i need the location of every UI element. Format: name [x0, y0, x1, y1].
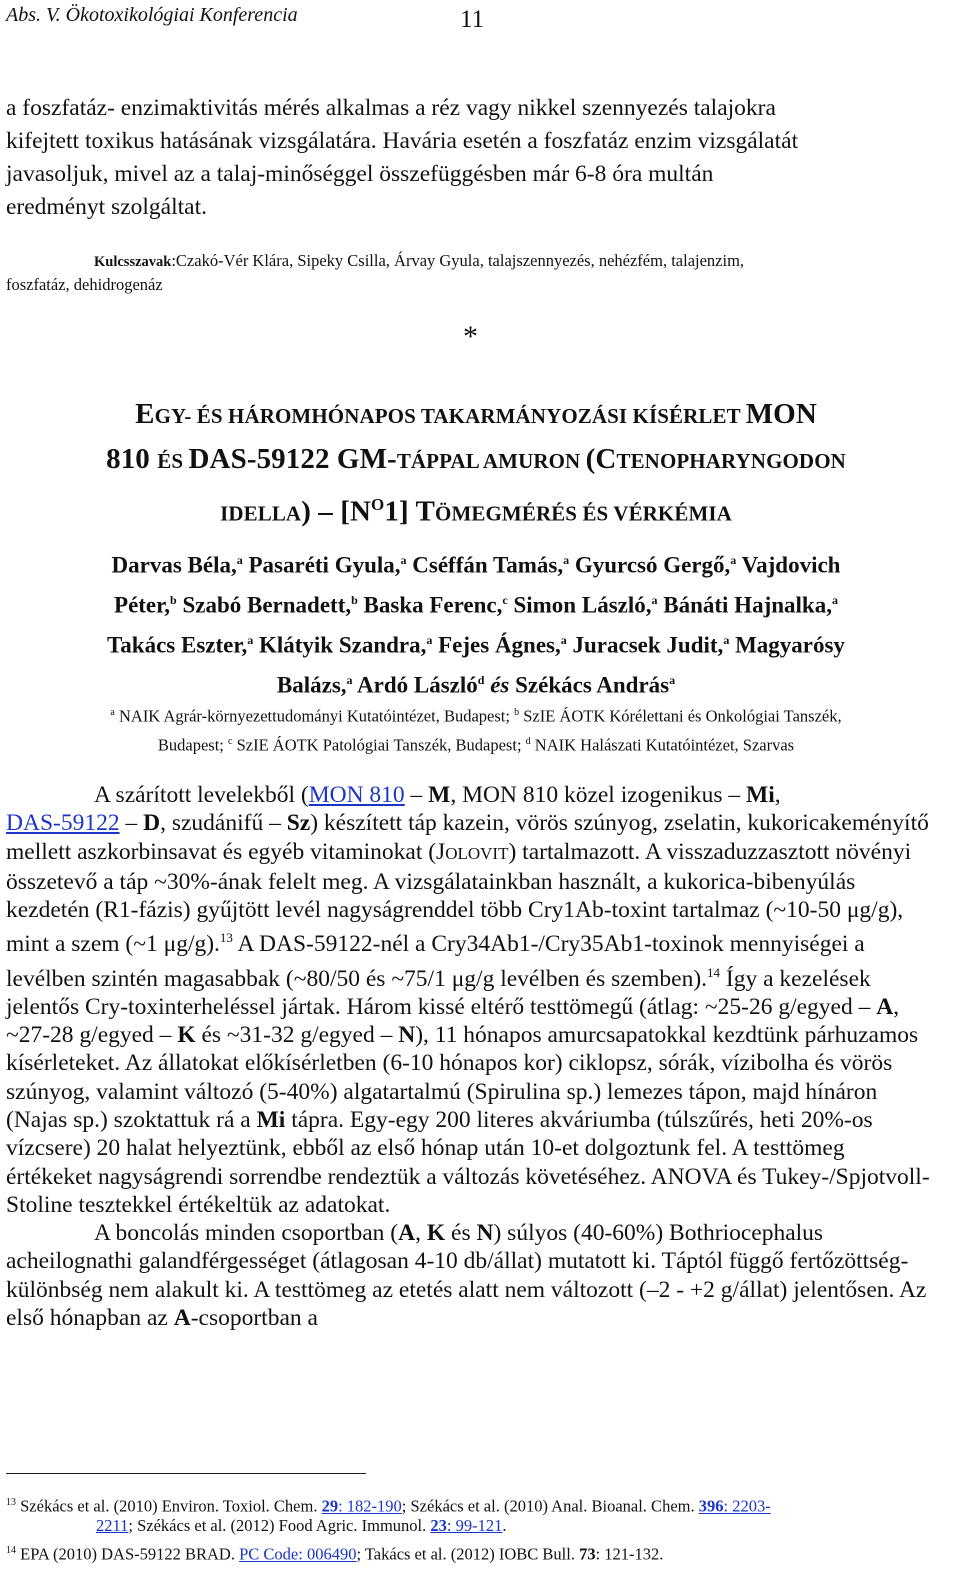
footnote-number: 14 [6, 1545, 16, 1556]
author-line [20, 623, 932, 663]
body-text: – [119, 810, 144, 837]
paragraph [6, 1219, 936, 1332]
author-name: Ardó László [352, 673, 478, 699]
author-name: Takács Eszter, [107, 632, 248, 658]
body-text: ) készített táp kazein, vörös szúnyog, zselatin, kukoricakeményítő mellett aszkorbinsavat és egyéb vitaminokat (J [6, 810, 929, 865]
intro-line: a foszfatáz- enzimaktivitás mérés alkalmas a réz vagy nikkel szennyezés talajokra [6, 95, 776, 121]
author-name: Fejes Ágnes, [432, 632, 561, 658]
author-name: Pasaréti Gyula, [242, 552, 401, 578]
group-code: Mi [256, 1106, 286, 1133]
group-code: N [476, 1220, 494, 1247]
title-text: MON [745, 398, 817, 430]
affiliation-text: SzIE ÁOTK Kórélettani és Onkológiai Tanszék, [519, 706, 842, 726]
author-line [20, 663, 932, 703]
title-text: ÉS [157, 449, 189, 473]
affiliation-text: NAIK Halászati Kutatóintézet, Szarvas [530, 735, 795, 754]
body-text: és [445, 1220, 477, 1247]
author-name: Gyurcsó Gergő, [569, 552, 731, 578]
author-name: Darvas Béla, [111, 552, 237, 578]
affiliation-mark: a [730, 553, 737, 567]
author-name: Simon László, [507, 592, 652, 618]
group-code: M [428, 782, 451, 808]
group-code: K [426, 1220, 446, 1247]
affiliation-mark: a [346, 673, 353, 688]
group-code: Mi [746, 782, 775, 808]
body-text: tápra. Egy-egy 200 literes akváriumba (túlszűrés, heti 20%-os vízcsere) 20 halat helyeztünk, ebből az első hónap után 10-et dolgoztunk fel. A testtömeg értékeket nagyságrendi sorrendbe rendeztük a változás követéséhez. ANOVA és Tukey-/Spjotvoll-Stoline tesztekkel értékeltük az adatokat. [6, 1106, 930, 1218]
affiliation-mark: a [426, 633, 433, 648]
volume-number: 73 [579, 1544, 596, 1564]
body-text: A DAS-59122-nél a Cry34Ab1-/Cry35Ab1-toxinok mennyiségei a levélben szintén magasabbak (~80/50 és ~75/1 μg/g levélben és szemben). [6, 931, 865, 992]
body-text: , [774, 782, 781, 808]
affiliation-mark: a [400, 553, 407, 567]
mon810-link[interactable]: MON 810 [308, 782, 405, 808]
author-name: Juracsek Judit, [566, 632, 724, 658]
affiliation-mark: b [514, 707, 520, 718]
author-name: Péter, [114, 592, 170, 618]
footnote-ref: 14 [707, 964, 721, 980]
citation-link[interactable]: 396 [698, 1496, 724, 1516]
group-code: N [398, 1022, 416, 1049]
footnote-divider [6, 1473, 366, 1474]
affiliation-text: SzIE ÁOTK Patológiai Tanszék, Budapest; [232, 735, 526, 754]
citation-link[interactable]: : 2203- [723, 1496, 771, 1516]
title-superscript: O [371, 495, 385, 514]
affiliation-mark: d [477, 673, 485, 688]
affiliation-text: NAIK Agrár-környezettudományi Kutatóintézet, Budapest; [114, 706, 515, 726]
citation-link[interactable]: : 182-190 [338, 1496, 402, 1516]
footnote-text: ; Székács et al. (2010) Anal. Bioanal. Chem. [401, 1496, 699, 1516]
affiliation-line [20, 729, 932, 758]
group-code: A [876, 993, 894, 1020]
title-text: GY- ÉS HÁROMHÓNAPOS TAKARMÁNYOZÁSI KÍSÉRLET [154, 404, 746, 428]
body-text: , MON 810 közel izogenikus – [450, 782, 747, 808]
footnote-text: : 121-132. [595, 1544, 664, 1564]
body-text: Így a kezelések jelentős Cry-toxinterheléssel jártak. Három kissé eltérő testtömegű (átlag: ~25-26 g/egyed – [6, 965, 877, 1020]
author-name: Székács András [509, 673, 670, 699]
author-line [20, 543, 932, 583]
affiliation-mark: b [170, 593, 177, 608]
author-name: Klátyik Szandra, [253, 632, 427, 658]
citation-link[interactable]: 23 [430, 1516, 447, 1535]
affiliation-text: Budapest; [157, 735, 228, 754]
group-code: Sz [286, 810, 311, 837]
affiliation-mark: c [228, 735, 233, 747]
group-code: D [143, 810, 161, 837]
body-text: és ~31-32 g/egyed – [195, 1022, 399, 1049]
body-text: , [415, 1220, 427, 1247]
author-name: Vajdovich [736, 552, 841, 578]
citation-link[interactable]: 2211 [96, 1516, 129, 1535]
product-name: OLOVIT [445, 843, 509, 863]
author-name: Baska Ferenc, [357, 592, 503, 618]
title-text: TÁPPAL AMURON [396, 449, 586, 473]
title-text: E [135, 398, 155, 430]
author-name: Magyarósy [729, 632, 845, 658]
author-name: Bánáti Hajnalka, [657, 592, 832, 618]
title-text: ) – [N [301, 495, 372, 528]
section-separator: * [463, 320, 478, 353]
affiliation-mark: a [247, 633, 254, 648]
intro-line: kifejtett toxikus hatásának vizsgálatára. Havária esetén a foszfatáz enzim vizsgálatát [6, 128, 799, 154]
keywords-label: Kulcsszavak [94, 254, 172, 270]
affiliation-mark: a [723, 633, 730, 648]
title-text: 810 [106, 443, 158, 475]
body-text: – [404, 782, 429, 808]
title-line [20, 438, 932, 483]
body-text: , szudánifű – [160, 810, 287, 837]
das59122-link[interactable]: DAS-59122 [6, 810, 120, 837]
title-line [20, 393, 932, 438]
title-text: (C [585, 443, 617, 475]
page-number: 11 [460, 6, 485, 33]
citation-link[interactable]: 29 [321, 1496, 339, 1516]
affiliations [20, 700, 932, 757]
title-text: 1] T [384, 495, 436, 528]
keywords-line: foszfatáz, dehidrogenáz [6, 275, 163, 294]
article-title [20, 393, 932, 536]
affiliation-mark: d [525, 735, 531, 747]
body-text: ), 11 hónapos amurcsapatokkal kezdtünk párhuzamos kísérleteket. Az állatokat előkísérletben (6-10 hónapos kor) ciklopsz, sórák, vízibolha és vörös szúnyog, valamint változó (5-40%) algatartalmú (Spirulina sp.) lemezes tápon, majd hínáron (Najas sp.) szoktattuk rá a [6, 1022, 919, 1133]
affiliation-mark: a [651, 593, 658, 608]
affiliation-mark: b [351, 593, 358, 608]
author-name: Szabó Bernadett, [176, 592, 352, 618]
footnote-14 [6, 1539, 936, 1566]
group-code: A [398, 1220, 416, 1247]
title-line [20, 483, 932, 536]
affiliation-mark: c [502, 593, 508, 608]
group-code: A [173, 1305, 191, 1331]
keywords-text: :Czakó-Vér Klára, Sipeky Csilla, Árvay Gyula, talajszennyezés, nehézfém, talajenzim, [171, 251, 745, 270]
affiliation-mark: a [831, 593, 838, 608]
affiliation-mark: a [563, 553, 570, 567]
paragraph [6, 781, 936, 809]
citation-link[interactable]: PC Code: 006490 [239, 1544, 357, 1564]
title-text: TENOPHARYNGODON [616, 449, 846, 473]
group-code: K [177, 1022, 196, 1049]
citation-link[interactable]: : 99-121 [446, 1516, 503, 1535]
intro-line: javasoljuk, mivel az a talaj-minőséggel összefüggésben már 6-8 óra multán [6, 161, 714, 187]
body-text: A szárított levelekből ( [94, 782, 309, 808]
conjunction: és [484, 673, 510, 699]
author-name: Balázs, [276, 673, 347, 699]
footnote-text: EPA (2010) DAS-59122 BRAD. [16, 1544, 240, 1564]
body-text: A boncolás minden csoportban ( [94, 1220, 399, 1247]
affiliation-line [20, 700, 932, 729]
intro-line: eredményt szolgáltat. [6, 194, 207, 220]
author-name: Cséffán Tamás, [406, 552, 564, 578]
affiliation-mark: a [110, 707, 115, 718]
title-text: IDELLA [220, 501, 302, 526]
paragraph [6, 809, 936, 1219]
affiliation-mark: a [560, 633, 567, 648]
footnote-text: Székács et al. (2010) Environ. Toxiol. Chem. [16, 1496, 322, 1516]
article-body [6, 781, 936, 1332]
author-line [20, 583, 932, 623]
title-text: DAS-59122 GM- [188, 443, 397, 475]
body-text: ) súlyos (40-60%) Bothriocephalus acheilognathi galandférgességet (átlagosan 4-10 db/állat) mutatott ki. Táptól függő fertőzöttség-különbség nem alakult ki. A testtömeg az etetés alatt nem változott (–2 - +2 g/állat) jelentősen. Az első hónapban az [6, 1220, 927, 1331]
title-text: ÖMEGMÉRÉS ÉS VÉRKÉMIA [435, 501, 732, 526]
body-text: ) tartalmazott. A visszaduzzasztott növényi összetevő a táp ~30%-ának felelt meg. A vizsgálatainkban használt, a kukorica-bibenyúlás kezdetén (R1-fázis) gyűjtött levél nagyságrenddel több Cry1Ab-toxint tartalmaz (~10-50 μg/g), mint a szem (~1 μg/g). [6, 838, 912, 958]
body-text: , ~27-28 g/egyed – [6, 993, 900, 1049]
footnote-ref: 13 [219, 930, 233, 946]
affiliation-mark: a [236, 553, 243, 567]
footnote-13-cont [6, 1514, 936, 1537]
affiliation-mark: a [669, 673, 676, 688]
conference-title: Abs. V. Ökotoxikológiai Konferencia [6, 4, 298, 26]
footnote-text: . [502, 1516, 507, 1535]
body-text: -csoportban a [190, 1305, 318, 1331]
author-list [20, 543, 932, 704]
footnote-text: ; Székács et al. (2012) Food Agric. Immunol. [128, 1516, 431, 1535]
footnote-text: ; Takács et al. (2012) IOBC Bull. [356, 1544, 580, 1564]
footnote-number: 13 [6, 1497, 16, 1508]
